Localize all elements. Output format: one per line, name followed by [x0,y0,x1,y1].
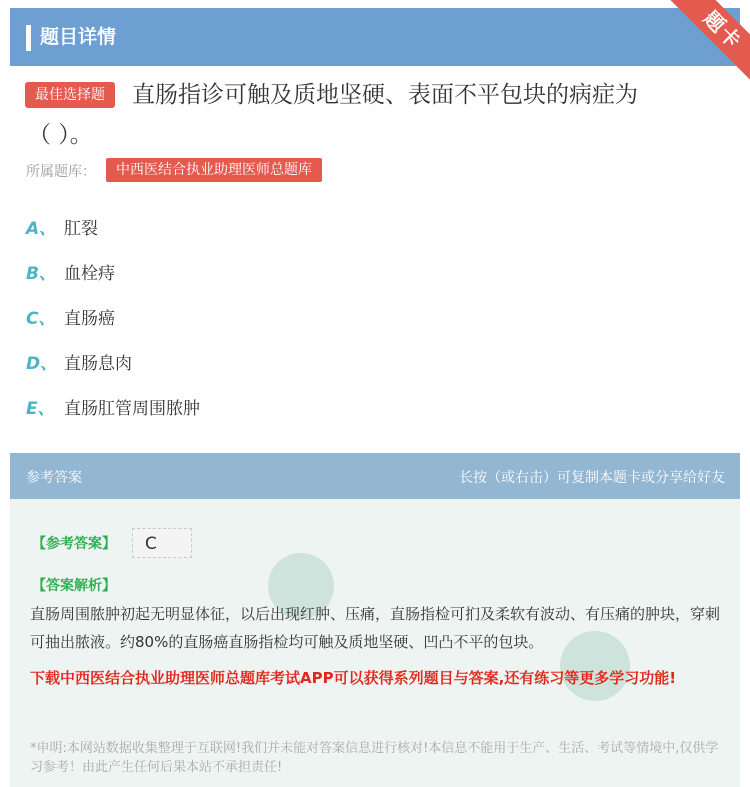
disclaimer-text: *申明:本网站数据收集整理于互联网!我们并未能对答案信息进行核对!本信息不能用于生产、生活、考试等情境中,仅供学习参考！由此产生任何后果本站不承担责任! [30,741,719,775]
option-letter: C、 [26,309,56,329]
header-bar [10,8,740,66]
answer-header [10,453,740,499]
option-d[interactable] [26,349,132,379]
question-text: 直肠指诊可触及质地坚硬、表面不平包块的病症为 [132,82,638,108]
ribbon-label: 题卡 [664,0,750,92]
question-type-badge: 最佳选择题 [25,82,115,108]
bank-label: 所属题库： [26,164,96,180]
answer-panel [10,453,740,787]
explanation-label: 【答案解析】 [32,578,116,594]
header-accent-bar [26,25,31,51]
share-hint: 长按（或右击）可复制本题卡或分享给好友 [459,470,725,486]
option-c[interactable] [26,304,115,334]
reference-answer-value: C [132,528,192,558]
option-letter: B、 [26,264,56,284]
answer-header-title: 参考答案 [26,470,82,486]
explanation-text: 直肠周围脓肿初起无明显体征，以后出现红肿、压痛，直肠指检可扪及柔软有波动、有压痛的肿块，穿刺可抽出脓液。约80%的直肠癌直肠指检均可触及质地坚硬、凹凸不平的包块。 [30,605,721,651]
download-app-promo[interactable]: 下载中西医结合执业助理医师总题库考试APP可以获得系列题目与答案,还有练习等更多学习功能! [30,669,677,687]
option-letter: E、 [26,399,55,419]
option-letter: D、 [26,354,58,374]
question-text-blank: （ ）。 [28,122,93,148]
option-a[interactable] [26,214,98,244]
option-b[interactable] [26,259,115,289]
option-letter: A、 [26,219,57,239]
option-text: 肛裂 [64,219,98,239]
option-text: 血栓痔 [64,264,115,284]
option-text: 直肠息肉 [64,354,132,374]
option-e[interactable] [26,394,200,424]
bank-tag[interactable]: 中西医结合执业助理医师总题库 [106,158,322,182]
option-text: 直肠肛管周围脓肿 [64,399,200,419]
reference-answer-label: 【参考答案】 [32,536,116,552]
page-title: 题目详情 [40,26,117,48]
question-card [10,8,740,787]
option-text: 直肠癌 [64,309,115,329]
corner-ribbon [664,0,750,92]
